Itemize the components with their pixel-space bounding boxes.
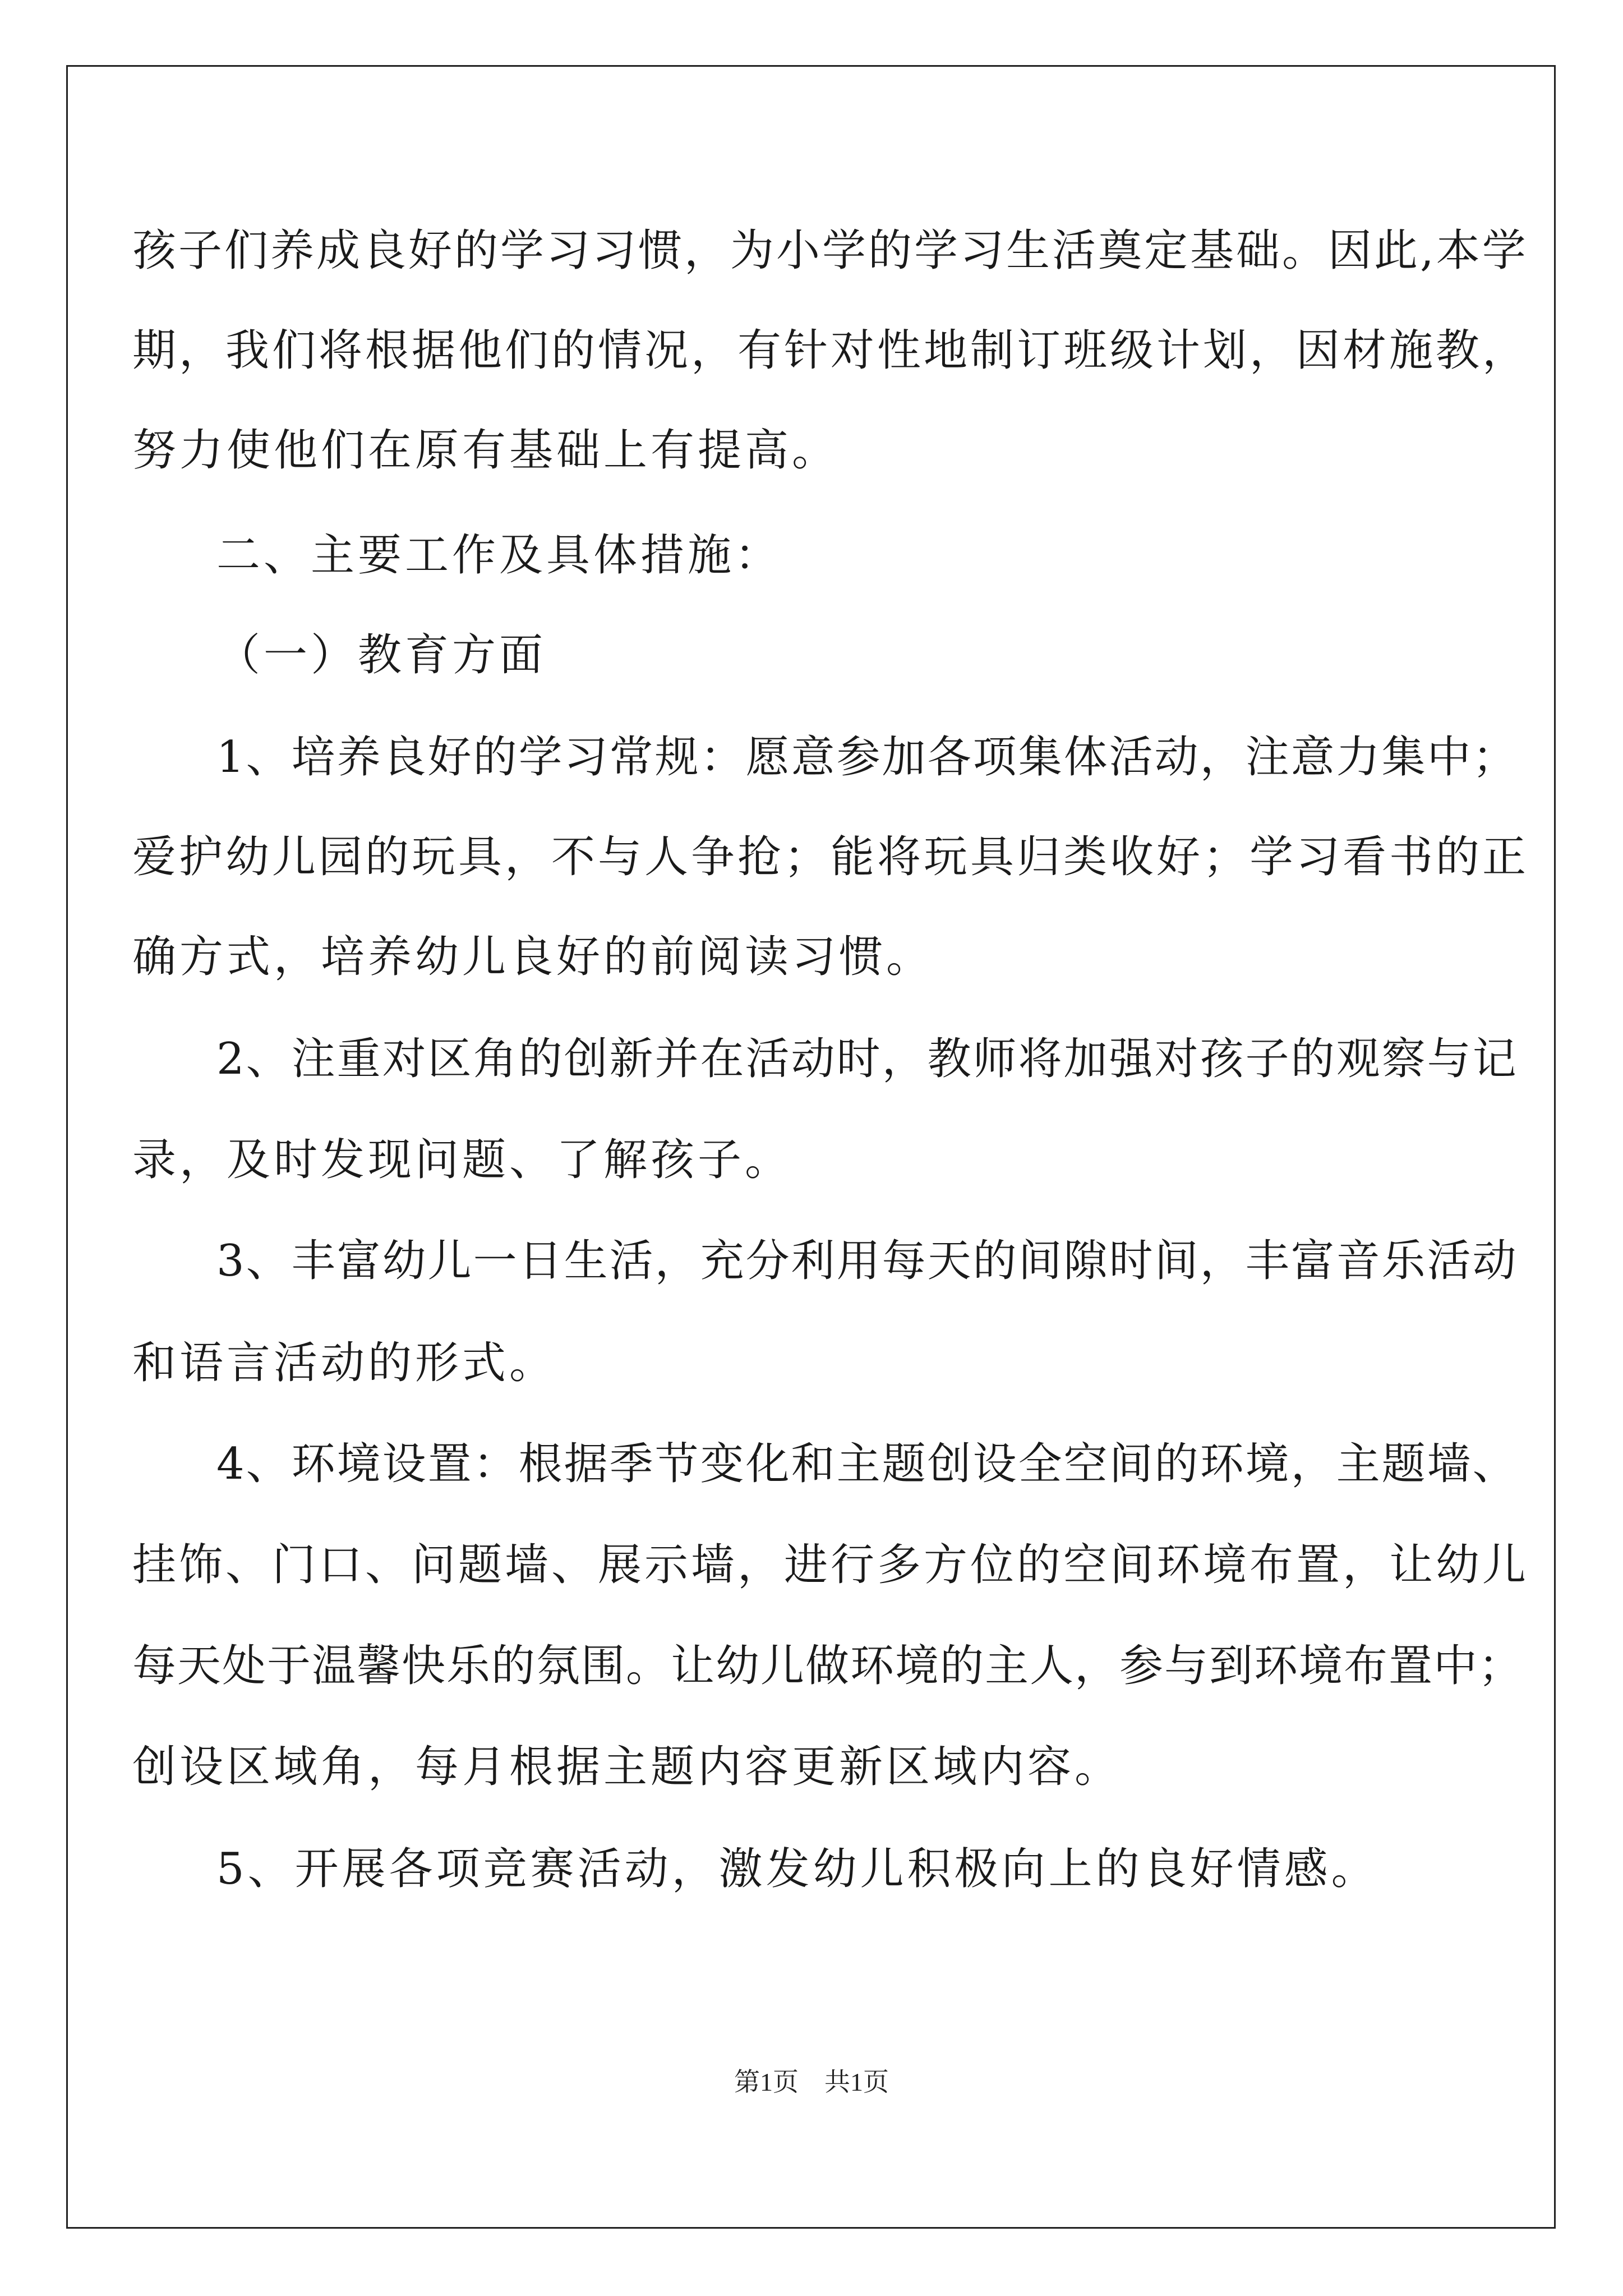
paragraph-line: 期，我们将根据他们的情况，有针对性地制订班级计划，因材施教，: [132, 325, 1529, 376]
paragraph-line: 确方式，培养幼儿良好的前阅读习惯。: [132, 932, 934, 982]
paragraph-line: 2、注重对区角的创新并在活动时，教师将加强对孩子的观察与记: [216, 1034, 1518, 1084]
section-heading: 二、主要工作及具体措施：: [216, 530, 782, 581]
paragraph-line: 挂饰、门口、问题墙、展示墙，进行多方位的空间环境布置，让幼儿: [132, 1540, 1529, 1590]
paragraph-line: 3、丰富幼儿一日生活，充分利用每天的间隙时间，丰富音乐活动: [216, 1236, 1518, 1286]
paragraph-line: 和语言活动的形式。: [132, 1338, 557, 1388]
paragraph-line: 1、培养良好的学习常规：愿意参加各项集体活动，注意力集中；: [216, 732, 1518, 783]
paragraph-line: 孩子们养成良好的学习习惯，为小学的学习生活奠定基础。因此,本学: [132, 226, 1528, 276]
paragraph-line: 爱护幼儿园的玩具，不与人争抢；能将玩具归类收好；学习看书的正: [132, 832, 1529, 882]
paragraph-line: 努力使他们在原有基础上有提高。: [132, 425, 840, 476]
paragraph-line: 每天处于温馨快乐的氛围。让幼儿做环境的主人，参与到环境布置中；: [132, 1641, 1524, 1691]
page-number-footer: 第1页 共1页: [734, 2068, 889, 2096]
paragraph-line: 创设区域角，每月根据主题内容更新区域内容。: [132, 1742, 1122, 1792]
paragraph-line: 录，及时发现问题、了解孩子。: [132, 1135, 792, 1185]
paragraph-line: 4、环境设置：根据季节变化和主题创设全空间的环境，主题墙、: [216, 1439, 1518, 1489]
paragraph-line: 5、开展各项竞赛活动，激发幼儿积极向上的良好情感。: [216, 1844, 1378, 1894]
subsection-heading: （一）教育方面: [216, 630, 547, 680]
